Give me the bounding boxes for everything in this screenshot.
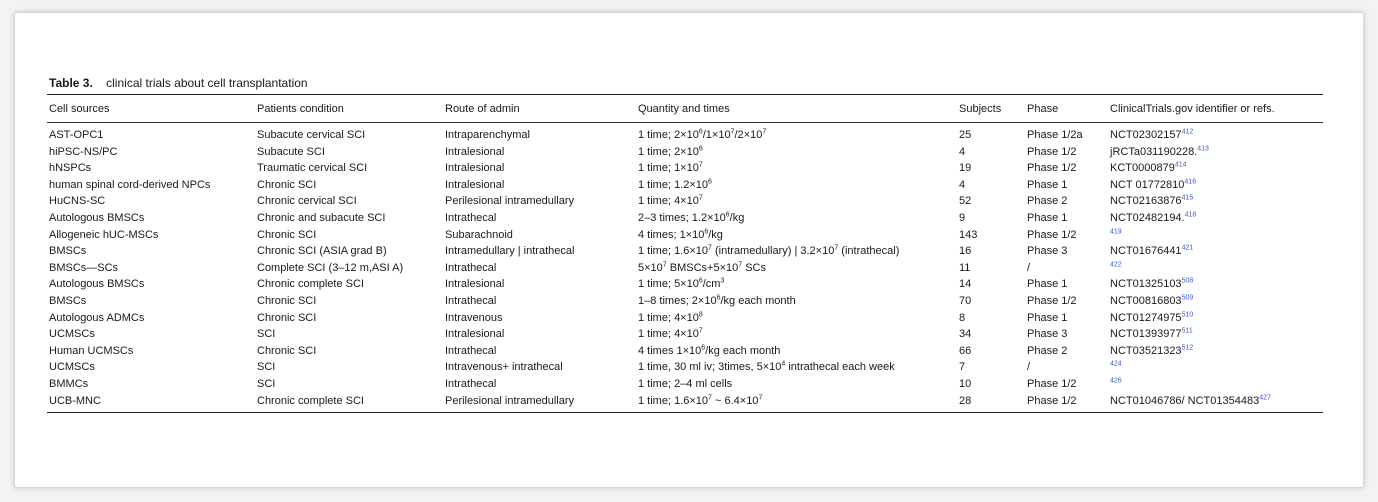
cell-source: BMSCs (49, 294, 87, 307)
table-row (47, 376, 1323, 393)
trial-identifier: NCT00816803 (1110, 294, 1182, 307)
cell-source: Allogeneic hUC-MSCs (49, 228, 159, 241)
table-row (47, 210, 1323, 227)
document-page (14, 12, 1364, 488)
reference-link[interactable]: 508 (1181, 277, 1194, 285)
cell-identifier (1108, 293, 1323, 310)
cell-subjects: 10 (959, 377, 972, 390)
col-header-quantity: Quantity and times (638, 102, 730, 115)
cell-route: Perilesional intramedullary (445, 394, 575, 407)
cell-identifier (1108, 393, 1323, 413)
cell-subjects: 7 (959, 361, 966, 374)
cell-identifier (1108, 144, 1323, 161)
cell-subjects: 9 (959, 211, 966, 224)
cell-phase: / (1027, 361, 1031, 374)
reference-link[interactable]: 414 (1174, 161, 1187, 169)
cell-route: Intrathecal (445, 294, 497, 307)
cell-source: Autologous BMSCs (49, 211, 145, 224)
cell-identifier (1108, 260, 1323, 277)
cell-route: Intralesional (445, 145, 505, 158)
cell-route: Subarachnoid (445, 228, 513, 241)
cell-condition: Chronic SCI (257, 311, 317, 324)
cell-condition: Chronic complete SCI (257, 278, 364, 291)
cell-condition: SCI (257, 377, 276, 390)
cell-subjects: 34 (959, 328, 972, 341)
reference-link[interactable]: 413 (1197, 144, 1209, 152)
cell-condition: Chronic SCI (257, 228, 317, 241)
cell-route: Intrathecal (445, 377, 497, 390)
cell-source: UCMSCs (49, 328, 95, 341)
cell-condition: Complete SCI (3–12 m,ASI A) (257, 261, 404, 274)
cell-quantity: 1 time; $2\times 10^6$ (638, 144, 703, 158)
cell-identifier (1108, 310, 1323, 327)
cell-condition: Chronic and subacute SCI (257, 211, 386, 224)
trial-identifier: NCT02482194. (1110, 211, 1185, 224)
exponent: 3 (720, 277, 725, 285)
table-row (47, 310, 1323, 327)
table-row (47, 243, 1323, 260)
cell-route: Intralesional (445, 278, 505, 291)
cell-phase: Phase 3 (1027, 245, 1068, 258)
cell-source: UCMSCs (49, 361, 95, 374)
trial-identifier: NCT02163876 (1110, 195, 1182, 208)
reference-link[interactable]: 509 (1181, 294, 1194, 302)
table-row (47, 227, 1323, 244)
cell-phase: Phase 1/2 (1027, 228, 1077, 241)
trial-identifier: NCT03521323 (1110, 344, 1182, 357)
cell-phase: Phase 1 (1027, 178, 1068, 191)
cell-subjects: 28 (959, 394, 972, 407)
cell-condition: Chronic SCI (ASIA grad B) (257, 245, 387, 258)
cell-subjects: 16 (959, 245, 972, 258)
exponent: 7 (708, 244, 712, 252)
cell-phase: Phase 1/2 (1027, 394, 1077, 407)
cell-condition: Chronic SCI (257, 178, 317, 191)
cell-identifier (1108, 326, 1323, 343)
exponent: 6 (701, 344, 706, 352)
cell-source: BMSCs—SCs (49, 261, 119, 274)
cell-identifier (1108, 276, 1323, 293)
cell-route: Intrathecal (445, 344, 497, 357)
cell-source: Autologous ADMCs (49, 311, 145, 324)
table-label: Table 3. (49, 76, 93, 90)
cell-route: Intravenous+ intrathecal (445, 361, 563, 374)
exponent: 7 (662, 261, 667, 269)
table-row (47, 393, 1323, 413)
cell-route: Intraparenchymal (445, 129, 530, 141)
trial-identifier: NCT01325103 (1110, 278, 1182, 291)
cell-quantity: 1 time; $4\times 10^7$ (638, 327, 703, 341)
table-row (47, 260, 1323, 277)
cell-subjects: 14 (959, 278, 972, 291)
cell-condition: Traumatic cervical SCI (257, 162, 368, 175)
cell-route: Perilesional intramedullary (445, 195, 575, 208)
trial-identifier: NCT02302157 (1110, 129, 1182, 141)
exponent: 6 (698, 277, 703, 285)
exponent: 8 (698, 310, 703, 318)
reference-link[interactable]: 415 (1181, 194, 1194, 202)
table-body (47, 123, 1323, 412)
trial-identifier: KCT0000879 (1110, 162, 1175, 175)
exponent: 6 (716, 294, 721, 302)
reference-link[interactable]: 412 (1181, 128, 1194, 136)
cell-condition: Chronic cervical SCI (257, 195, 357, 208)
cell-subjects: 143 (959, 228, 978, 241)
cell-identifier (1108, 160, 1323, 177)
exponent: 7 (730, 128, 735, 136)
cell-identifier (1108, 243, 1323, 260)
clinical-trials-table (47, 95, 1323, 412)
table-row (47, 177, 1323, 194)
trial-identifier: NCT01274975 (1110, 311, 1182, 324)
col-header-subjects: Subjects (959, 102, 1002, 115)
cell-source: HuCNS-SC (49, 195, 106, 208)
table-row (47, 193, 1323, 210)
cell-identifier (1108, 376, 1323, 393)
cell-source: Human UCMSCs (49, 344, 134, 357)
cell-quantity: 1 time; $4\times 10^8$ (638, 310, 703, 324)
cell-quantity: 4 times; $1\times 10^6/kg$ (638, 227, 723, 241)
trial-identifier: jRCTa031190228. (1110, 145, 1198, 158)
cell-route: Intramedullary | intrathecal (445, 245, 575, 258)
table-row (47, 276, 1323, 293)
cell-route: Intrathecal (445, 211, 497, 224)
cell-source: Autologous BMSCs (49, 278, 145, 291)
table-row (47, 326, 1323, 343)
cell-subjects: 19 (959, 162, 972, 175)
table-title: clinical trials about cell transplantation (106, 76, 308, 90)
cell-identifier (1108, 177, 1323, 194)
cell-phase: Phase 1 (1027, 278, 1068, 291)
cell-subjects: 4 (959, 145, 966, 158)
cell-route: Intralesional (445, 178, 505, 191)
exponent: 7 (758, 393, 763, 401)
reference-link[interactable]: 426 (1110, 377, 1122, 385)
cell-identifier (1108, 227, 1323, 244)
cell-source: UCB-MNC (49, 394, 101, 407)
cell-route: Intrathecal (445, 261, 497, 274)
cell-condition: Subacute SCI (257, 145, 325, 158)
trial-identifier: NCT01393977 (1110, 328, 1182, 341)
cell-quantity: 1 time; 2–4 ml cells (638, 377, 733, 390)
exponent: 7 (698, 161, 703, 169)
cell-phase: Phase 3 (1027, 328, 1068, 341)
reference-link[interactable]: 510 (1181, 310, 1194, 318)
reference-link[interactable]: 512 (1181, 344, 1194, 352)
cell-quantity: 1 time; $1\times 10^7$ (638, 161, 703, 175)
cell-phase: Phase 1 (1027, 311, 1068, 324)
table-bottom-rule (47, 412, 1323, 413)
cell-source: BMMCs (49, 377, 89, 390)
cell-condition: Chronic complete SCI (257, 394, 364, 407)
cell-subjects: 8 (959, 311, 966, 324)
cell-subjects: 70 (959, 294, 972, 307)
reference-link[interactable]: 424 (1110, 360, 1122, 368)
cell-route: Intralesional (445, 328, 505, 341)
table-row (47, 359, 1323, 376)
exponent: 7 (698, 194, 703, 202)
reference-link[interactable]: 416 (1184, 178, 1197, 186)
exponent: 7 (738, 261, 743, 269)
col-header-identifier: ClinicalTrials.gov identifier or refs. (1110, 102, 1275, 115)
cell-phase: Phase 1 (1027, 211, 1068, 224)
cell-quantity: 1 time; $5\times 10^6/cm^3$ (638, 277, 725, 291)
cell-source: BMSCs (49, 245, 87, 258)
cell-subjects: 25 (959, 129, 972, 141)
cell-phase: Phase 2 (1027, 344, 1068, 357)
cell-subjects: 11 (959, 261, 971, 274)
exponent: 6 (725, 211, 730, 219)
table-row (47, 123, 1323, 144)
cell-route: Intravenous (445, 311, 503, 324)
reference-link[interactable]: 419 (1110, 227, 1122, 235)
cell-condition: Chronic SCI (257, 294, 317, 307)
cell-source: hiPSC-NS/PC (49, 145, 118, 158)
cell-quantity: 1 time; $2\times 10^6/1\times 10^7/2\times 10^7$ (638, 128, 767, 141)
trial-identifier: NCT01676441 (1110, 245, 1182, 258)
col-header-patients-condition: Patients condition (257, 102, 344, 115)
cell-quantity: 4 times $1\times 10^6/kg$ each month (638, 344, 781, 357)
col-header-route: Route of admin (445, 102, 520, 115)
cell-identifier (1108, 193, 1323, 210)
cell-identifier (1108, 343, 1323, 360)
cell-condition: Chronic SCI (257, 344, 317, 357)
cell-quantity: $5\times 10^7$ $BMSCs+5\times 10^7$ SCs (638, 261, 766, 274)
exponent: 6 (698, 144, 703, 152)
cell-subjects: 66 (959, 344, 972, 357)
table-row (47, 293, 1323, 310)
cell-condition: SCI (257, 361, 276, 374)
cell-quantity: 1 time; $4\times 10^7$ (638, 194, 703, 208)
exponent: 7 (834, 244, 839, 252)
trial-identifier: NCT01046786/ NCT01354483 (1110, 394, 1260, 407)
cell-phase: Phase 1/2 (1027, 145, 1077, 158)
cell-quantity: 1–8 times; $2\times 10^6/kg$ each month (638, 294, 796, 307)
table-row (47, 343, 1323, 360)
reference-link[interactable]: 418 (1184, 211, 1197, 219)
col-header-phase: Phase (1027, 102, 1059, 115)
reference-link[interactable]: 427 (1259, 393, 1271, 401)
cell-identifier (1108, 210, 1323, 227)
cell-identifier (1108, 123, 1323, 144)
cell-condition: Subacute cervical SCI (257, 129, 366, 141)
trial-identifier: NCT 01772810 (1110, 178, 1185, 191)
cell-route: Intralesional (445, 162, 505, 175)
cell-phase: Phase 2 (1027, 195, 1068, 208)
exponent: 6 (708, 178, 712, 186)
table-row (47, 160, 1323, 177)
cell-quantity: 1 time; $1.6\times 10^7$ (intramedullary) | $3.2\times 10^7$ (intrathecal) (638, 244, 900, 258)
exponent: 7 (762, 128, 767, 136)
cell-phase: / (1027, 261, 1031, 274)
cell-quantity: 1 time; $1.2\times 10^6$ (638, 178, 712, 191)
table-caption (47, 75, 1323, 94)
table-header-row (47, 95, 1323, 123)
cell-source: AST-OPC1 (49, 129, 104, 141)
exponent: 6 (698, 128, 703, 136)
cell-phase: Phase 1/2 (1027, 162, 1077, 175)
table-row (47, 144, 1323, 161)
exponent: 6 (704, 227, 709, 235)
col-header-cell-sources: Cell sources (49, 102, 110, 115)
cell-quantity: 1 time, 30 ml iv; 3times, $5\times 10^4$ intrathecal each week (638, 360, 895, 374)
cell-subjects: 52 (959, 195, 972, 208)
clinical-trials-table-block (47, 75, 1323, 413)
exponent: 4 (781, 360, 786, 368)
reference-link[interactable]: 511 (1181, 327, 1193, 335)
reference-link[interactable]: 421 (1181, 244, 1194, 252)
cell-source: human spinal cord-derived NPCs (49, 178, 211, 191)
reference-link[interactable]: 422 (1110, 261, 1122, 269)
cell-identifier (1108, 359, 1323, 376)
cell-phase: Phase 1/2 (1027, 377, 1077, 390)
cell-phase: Phase 1/2a (1027, 129, 1083, 141)
cell-quantity: 1 time; $1.6\times 10^7$ ~ $6.4\times 10^7$ (638, 393, 763, 407)
cell-subjects: 4 (959, 178, 966, 191)
cell-phase: Phase 1/2 (1027, 294, 1077, 307)
exponent: 7 (708, 393, 712, 401)
cell-source: hNSPCs (49, 162, 92, 175)
exponent: 7 (698, 327, 703, 335)
cell-condition: SCI (257, 328, 276, 341)
cell-quantity: 2–3 times; $1.2\times 10^6/kg$ (638, 211, 745, 224)
